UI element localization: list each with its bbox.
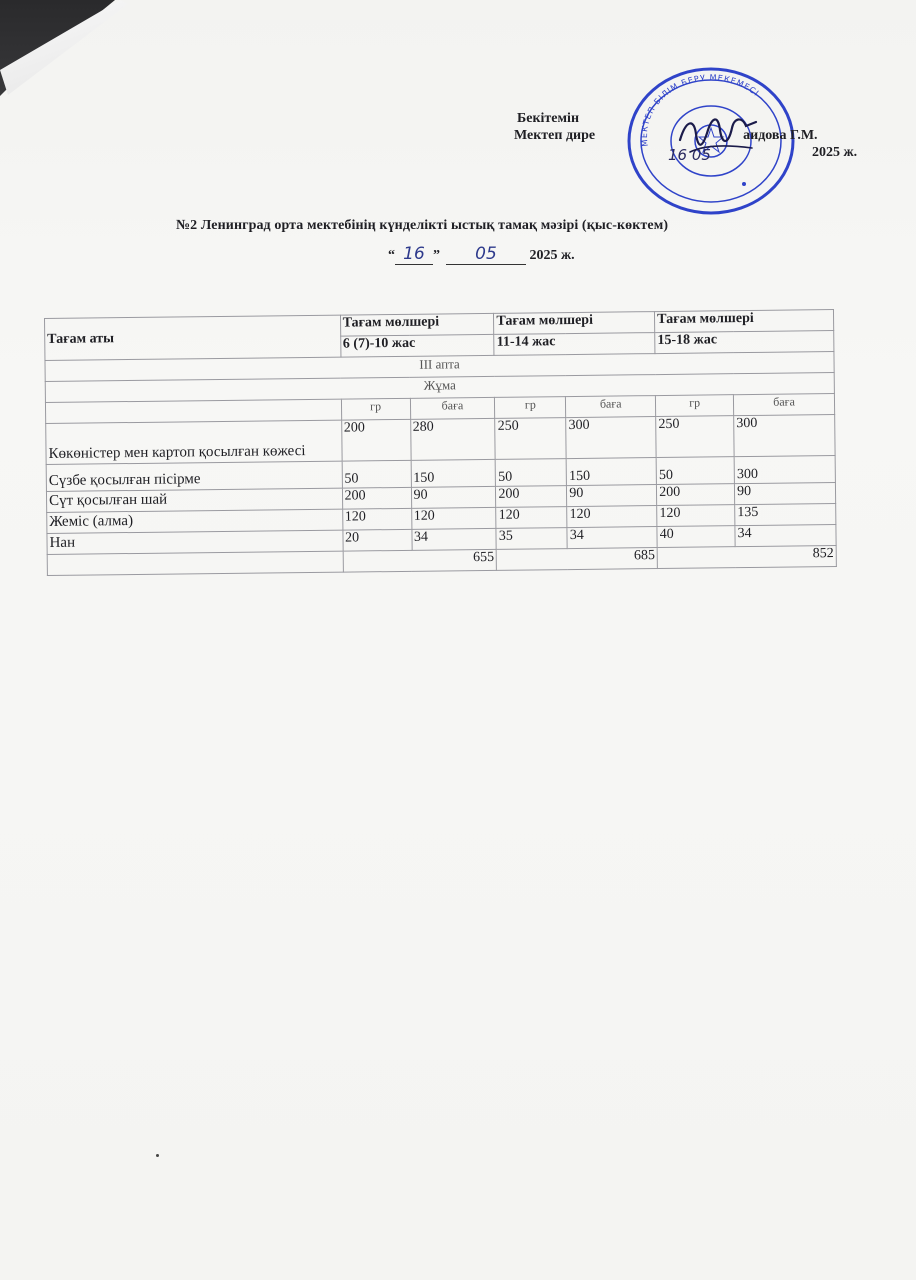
date-open-quote: “ xyxy=(388,248,395,263)
cell-value: 35 xyxy=(496,528,567,550)
stamp-text: МЕКТЕП БІЛІМ БЕРУ МЕКЕМЕСІ xyxy=(639,73,761,147)
header-group-2: Тағам мөлшері xyxy=(494,312,655,335)
cell-value: 50 xyxy=(656,457,734,485)
subheader-price-3: баға xyxy=(733,394,834,416)
approval-title: Бекітемін xyxy=(517,111,580,126)
age-group-3: 15-18 жас xyxy=(655,331,834,354)
total-group-3: 852 xyxy=(657,546,836,569)
cell-value: 300 xyxy=(734,415,835,457)
cell-value: 200 xyxy=(657,484,735,506)
approval-director-name: аидова Г.М. xyxy=(743,128,818,143)
cell-value: 250 xyxy=(656,416,734,458)
subheader-gr-1: гр xyxy=(341,398,410,420)
cell-value: 120 xyxy=(567,506,657,528)
date-year: 2025 ж. xyxy=(529,248,575,263)
age-group-2: 11-14 жас xyxy=(494,333,655,356)
dish-name: Жеміс (алма) xyxy=(47,509,343,533)
date-day: 16 xyxy=(395,244,433,265)
cell-value: 200 xyxy=(341,419,410,461)
day-label: Жұма xyxy=(45,373,834,403)
total-group-2: 685 xyxy=(497,548,658,571)
cell-value: 90 xyxy=(735,483,836,505)
paper-speck xyxy=(156,1154,159,1157)
cell-value: 280 xyxy=(410,418,495,460)
cell-value: 50 xyxy=(342,460,411,488)
week-label: ІІІ апта xyxy=(45,352,834,382)
cell-value: 34 xyxy=(567,527,657,549)
menu-table xyxy=(44,309,837,576)
dish-name: Сүзбе қосылған пісірме xyxy=(46,461,342,491)
header-group-3: Тағам мөлшері xyxy=(655,310,834,333)
approval-block xyxy=(514,110,857,161)
cell-value: 120 xyxy=(657,505,735,527)
document-title: №2 Ленинград орта мектебінің күнделікті ыстық тамақ мәзірі (қыс-көктем) xyxy=(176,218,669,233)
subheader-gr-3: гр xyxy=(656,395,734,417)
dish-name: Көкөністер мен картоп қосылған көжесі xyxy=(46,420,342,464)
header-dish-name: Тағам аты xyxy=(45,315,341,360)
date-close-quote: ” xyxy=(433,248,440,263)
cell-value: 34 xyxy=(735,525,836,547)
cell-value: 250 xyxy=(495,418,566,460)
subheader-gr-2: гр xyxy=(495,397,566,419)
subheader-price-1: баға xyxy=(410,397,495,419)
cell-value: 90 xyxy=(567,485,657,507)
cell-value: 200 xyxy=(342,487,411,509)
cell-value: 200 xyxy=(496,486,567,508)
stamp-date: 16 05 xyxy=(668,146,711,164)
age-group-1: 6 (7)-10 жас xyxy=(340,334,494,357)
cell-value: 135 xyxy=(735,504,836,526)
cell-value: 40 xyxy=(657,526,735,548)
cell-value: 90 xyxy=(411,486,496,508)
cell-value: 20 xyxy=(343,529,412,551)
cell-value: 120 xyxy=(342,508,411,530)
cell-value: 120 xyxy=(411,507,496,529)
total-empty xyxy=(47,551,343,575)
date-month: 05 xyxy=(446,244,526,265)
cell-value: 300 xyxy=(734,456,835,484)
total-group-1: 655 xyxy=(343,549,497,572)
cell-value: 120 xyxy=(496,507,567,529)
document-date xyxy=(388,244,575,265)
approval-director-line xyxy=(514,127,857,144)
dish-name: Нан xyxy=(47,530,343,554)
cell-value: 34 xyxy=(411,528,496,550)
cell-value: 50 xyxy=(496,459,567,487)
approval-director-label: Мектеп дире xyxy=(514,128,596,143)
approval-date: 2025 ж. xyxy=(812,145,858,160)
subheader-price-2: баға xyxy=(566,396,656,418)
cell-value: 300 xyxy=(566,417,656,459)
dish-name: Сүт қосылған шай xyxy=(46,488,342,512)
cell-value: 150 xyxy=(566,458,656,486)
cell-value: 150 xyxy=(411,459,496,487)
header-group-1: Тағам мөлшері xyxy=(340,313,494,336)
